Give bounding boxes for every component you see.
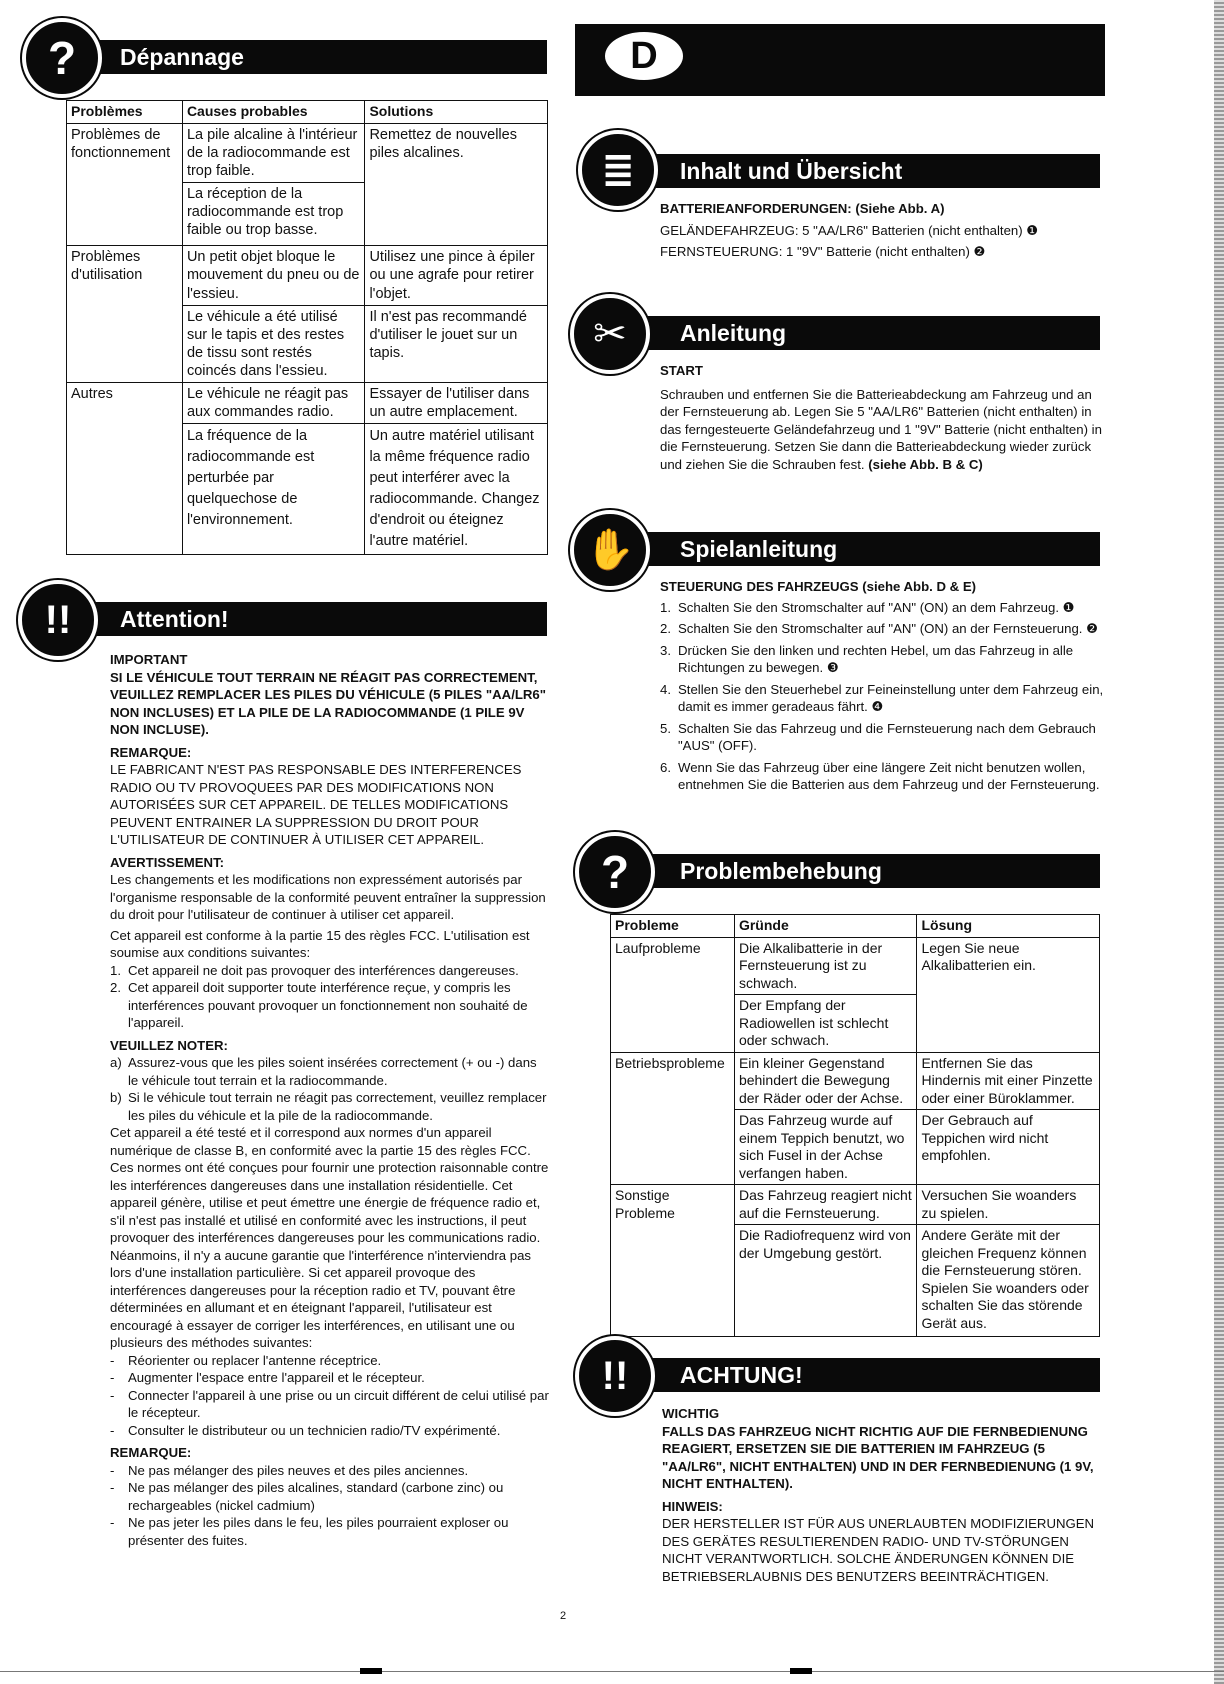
wichtig-heading: WICHTIG xyxy=(662,1406,720,1421)
list-item: - Augmenter l'espace entre l'appareil et le récepteur. xyxy=(110,1370,425,1385)
hinweis-heading: HINWEIS: xyxy=(662,1498,723,1514)
table-cell-cause: La fréquence de la radiocommande est perturbée par quelquechose de l'environnement. xyxy=(182,424,365,555)
table-cell-cause: Le véhicule a été utilisé sur le tapis et des restes de tissu sont restés coincés dans l'essieu. xyxy=(182,305,365,383)
table-cell-problem: Autres xyxy=(67,383,183,555)
start-text: Schrauben und entfernen Sie die Batterieabdeckung am Fahrzeug und an der Fernsteuerung ab. Legen Sie 5 "AA/LR6" Batterien (nicht enthalten) in das ferngesteuerte Geländefahrzeug und 1 "9V" Batterie (nicht enthalten) in die Fernsteuerung. Setzen Sie dann die Batterieabdeckung wieder zurück und ziehen Sie die Schrauben fest. (siehe Abb. B & C) xyxy=(660,386,1102,472)
table-header: Causes probables xyxy=(182,101,365,124)
table-cell-problem: Sonstige Probleme xyxy=(611,1185,735,1337)
table-cell-cause: La réception de la radiocommande est trop faible ou trop basse. xyxy=(182,182,365,245)
remarque-text: LE FABRICANT N'EST PAS RESPONSABLE DES INTERFERENCES RADIO OU TV PROVOQUEES PAR DES MODIFICATIONS NON AUTORISÉES SUR CET APPAREIL. DE TELLES MODIFICATIONS PEUVENT ENTRAINER LA SUPPRESSION DU DROIT POUR L'UTILISATEUR DE CONTINUER À UTILISER CET APPAREIL. xyxy=(110,762,522,847)
avertissement-heading: AVERTISSEMENT: xyxy=(110,854,225,870)
table-cell-cause: Die Alkalibatterie in der Fernsteuerung ist zu schwach. xyxy=(734,937,917,995)
page-edge xyxy=(1214,0,1224,1684)
table-cell-solution: Un autre matériel utilisant la même fréquence radio peut interférer avec la radiocommande. Changez d'endroit ou éteignez l'autre matériel. xyxy=(365,424,548,555)
inhalt-header xyxy=(610,154,1100,188)
de-achtung-body xyxy=(662,1400,1102,1585)
inhalt-title: Inhalt und Übersicht xyxy=(680,158,903,184)
table-cell-cause: Die Radiofrequenz wird von der Umgebung gestört. xyxy=(734,1225,917,1337)
table-cell-cause: Ein kleiner Gegenstand behindert die Bewegung der Räder oder der Achse. xyxy=(734,1052,917,1110)
table-cell-problem: Problèmes d'utilisation xyxy=(67,246,183,383)
fcc-conditions-list xyxy=(110,962,550,1032)
attention-title: Attention! xyxy=(120,606,229,632)
list-item: - Réorienter ou replacer l'antenne réceptrice. xyxy=(110,1352,382,1368)
table-cell-cause: Der Empfang der Radiowellen ist schlecht oder schwach. xyxy=(734,995,917,1053)
table-cell-solution: Der Gebrauch auf Teppichen wird nicht empfohlen. xyxy=(917,1110,1100,1185)
list-item: 2. Cet appareil doit supporter toute interférence reçue, y compris les interférences pouvant provoquer un fonctionnement non souhaité de l'appareil. xyxy=(110,980,528,1030)
table-cell-problem: Betriebsprobleme xyxy=(611,1052,735,1185)
list-item: - Consulter le distributeur ou un technicien radio/TV expérimenté. xyxy=(110,1422,501,1438)
anleitung-title: Anleitung xyxy=(680,320,787,346)
list-item: 1. Schalten Sie den Stromschalter auf "AN" (ON) an dem Fahrzeug. ❶ xyxy=(660,599,1075,615)
list-item: b) Si le véhicule tout terrain ne réagit pas correctement, veuillez remplacer les piles du véhicule et la pile de la radiocommande. xyxy=(110,1090,547,1123)
steuerung-section xyxy=(660,578,1105,794)
table-cell-solution: Versuchen Sie woanders zu spielen. xyxy=(917,1185,1100,1225)
list-item: 2. Schalten Sie den Stromschalter auf "AN" (ON) an der Fernsteuerung. ❷ xyxy=(660,621,1098,636)
table-header: Solutions xyxy=(365,101,548,124)
language-badge: D xyxy=(605,32,683,80)
steuerung-heading: STEUERUNG DES FAHRZEUGS (siehe Abb. D & E) xyxy=(660,579,977,594)
steuerung-list xyxy=(660,599,1105,794)
list-item: 4. Stellen Sie den Steuerhebel zur Feineinstellung unter dem Fahrzeug ein, damit es immer geradeaus fährt. ❹ xyxy=(660,681,1104,714)
battery-line: GELÄNDEFAHRZEUG: 5 "AA/LR6" Batterien (nicht enthalten) ❶ xyxy=(660,222,1039,238)
table-cell-solution: Il n'est pas recommandé d'utiliser le jouet sur un tapis. xyxy=(365,305,548,383)
battery-notes-list xyxy=(110,1462,550,1550)
table-cell-cause: Das Fahrzeug reagiert nicht auf die Fernsteuerung. xyxy=(734,1185,917,1225)
important-text: SI LE VÉHICULE TOUT TERRAIN NE RÉAGIT PAS CORRECTEMENT, VEUILLEZ REMPLACER LES PILES DU VÉHICULE (5 PILES "AA/LR6" NON INCLUSES) ET LA PILE DE LA RADIOCOMMANDE (1 PILE 9V NON INCLUSE). xyxy=(110,669,547,737)
noter-heading: VEUILLEZ NOTER: xyxy=(110,1037,228,1053)
fr-troubleshooting-table xyxy=(66,100,548,555)
battery-heading: BATTERIEANFORDERUNGEN: (Siehe Abb. A) xyxy=(660,201,945,216)
table-cell-problem: Laufprobleme xyxy=(611,937,735,1052)
start-section xyxy=(660,362,1105,473)
list-item: 1. Cet appareil ne doit pas provoquer des interférences dangereuses. xyxy=(110,962,519,978)
fcc-text: Cet appareil a été testé et il correspond aux normes d'un appareil numérique de classe B, en conformité avec la partie 15 des règles FCC. Ces normes ont été conçues pour fournir une protection raisonnable contre les interférences dangereuses dans une installation résidentielle. Cet appareil génère, utilise et peut émettre une énergie de fréquence radio et, s'il n'est pas installé et utilisé en conformité avec les instructions, il peut provoquer des interférences dangereuses pour les communications radio. Néanmoins, il n'y a aucune garantie que l'interférence n'interviendra pas lors d'une installation particulière. Si cet appareil provoque des interférences dangereuses pour la réception radio et TV, pouvant être déterminées en allumant et en éteignant l'appareil, l'utilisateur est encouragé à essayer de corriger les interférences, en utilisant une ou plusieurs des méthodes suivantes: xyxy=(110,1125,549,1350)
battery-requirements xyxy=(660,200,1100,261)
table-cell-cause: Le véhicule ne réagit pas aux commandes radio. xyxy=(182,383,365,424)
fr-attention-body xyxy=(110,646,550,1549)
problembehebung-header xyxy=(610,854,1100,888)
exclamation-icon: !! xyxy=(575,1336,655,1416)
list-item: 6. Wenn Sie das Fahrzeug über eine längere Zeit nicht benutzen wollen, entnehmen Sie die Batterien aus dem Fahrzeug und der Fernsteuerung. xyxy=(660,759,1100,792)
table-header: Gründe xyxy=(734,915,917,938)
table-cell-cause: Das Fahrzeug wurde auf einem Teppich benutzt, wo sich Fusel in der Achse verfangen haben. xyxy=(734,1110,917,1185)
spielanleitung-title: Spielanleitung xyxy=(680,536,838,562)
list-item: 3. Drücken Sie den linken und rechten Hebel, um das Fahrzeug in alle Richtungen zu bewegen. ❸ xyxy=(660,642,1074,675)
fcc-methods-list xyxy=(110,1352,550,1440)
important-heading: IMPORTANT xyxy=(110,652,188,667)
table-header: Lösung xyxy=(917,915,1100,938)
page-number: 2 xyxy=(560,1610,567,1622)
table-cell-cause: La pile alcaline à l'intérieur de la radiocommande est trop faible. xyxy=(182,123,365,182)
list-item: - Ne pas mélanger des piles neuves et des piles anciennes. xyxy=(110,1462,469,1478)
list-item: - Ne pas mélanger des piles alcalines, standard (carbone zinc) ou rechargeables (nickel cadmium) xyxy=(110,1480,504,1513)
de-troubleshooting-table xyxy=(610,914,1100,1337)
list-item: - Ne pas jeter les piles dans le feu, les piles pourraient exploser ou présenter des fuites. xyxy=(110,1515,509,1548)
table-header: Probleme xyxy=(611,915,735,938)
table-cell-problem: Problèmes de fonctionnement xyxy=(67,123,183,246)
remarque2-heading: REMARQUE: xyxy=(110,1445,192,1460)
avertissement-text: Les changements et les modifications non expressément autorisés par l'organisme responsable de la conformité peuvent entraîner la suppression du droit pour l'utilisateur de continuer à utiliser cet appareil. xyxy=(110,872,546,922)
spielanleitung-header xyxy=(610,532,1100,566)
anleitung-header xyxy=(610,316,1100,350)
exclamation-icon: !! xyxy=(18,580,98,660)
list-item: a) Assurez-vous que les piles soient insérées correctement (+ ou -) dans le véhicule tout terrain et la radiocommande. xyxy=(110,1055,537,1088)
question-icon: ? xyxy=(22,18,102,98)
list-item: - Connecter l'appareil à une prise ou un circuit différent de celui utilisé par le récepteur. xyxy=(110,1387,549,1420)
problembehebung-title: Problembehebung xyxy=(680,858,882,884)
document-icon: ≣ xyxy=(578,130,658,210)
table-cell-cause: Un petit objet bloque le mouvement du pneu ou de l'essieu. xyxy=(182,246,365,305)
hands-icon: ✋ xyxy=(570,510,650,590)
wichtig-text: FALLS DAS FAHRZEUG NICHT RICHTIG AUF DIE FERNBEDIENUNG REAGIERT, ERSETZEN SIE DIE BATTERIEN IM FAHRZEUG (5 "AA/LR6", NICHT ENTHALTEN) UND IN DER FERNBEDIENUNG (1 9V, NICHT ENTHALTEN). xyxy=(662,1423,1094,1491)
crop-mark xyxy=(790,1668,812,1674)
table-cell-solution: Entfernen Sie das Hindernis mit einer Pinzette oder einer Büroklammer. xyxy=(917,1052,1100,1110)
remarque-heading: REMARQUE: xyxy=(110,744,192,760)
table-cell-solution: Utilisez une pince à épiler ou une agrafe pour retirer l'objet. xyxy=(365,246,548,305)
achtung-title: ACHTUNG! xyxy=(680,1362,803,1388)
bottom-rule xyxy=(0,1671,1224,1672)
achtung-header xyxy=(610,1358,1100,1392)
depannage-title: Dépannage xyxy=(120,44,244,70)
list-item: 5. Schalten Sie das Fahrzeug und die Fernsteuerung nach dem Gebrauch "AUS" (OFF). xyxy=(660,720,1096,753)
attention-header xyxy=(50,602,547,636)
hinweis-text: DER HERSTELLER IST FÜR AUS UNERLAUBTEN MODIFIZIERUNGEN DES GERÄTES RESULTIERENDEN RADIO- UND TV-STÖRUNGEN NICHT VERANTWORTLICH. SOLCHE ÄNDERUNGEN KÖNNEN DIE BETRIEBSERLAUBNIS DES BENUTZERS BEEINTRÄCHTIGEN. xyxy=(662,1516,1095,1584)
depannage-header xyxy=(50,40,547,74)
table-cell-solution: Remettez de nouvelles piles alcalines. xyxy=(365,123,548,246)
tools-icon: ✂ xyxy=(570,294,650,374)
fcc-conditions-text: Cet appareil est conforme à la partie 15 des règles FCC. L'utilisation est soumise aux conditions suivantes: xyxy=(110,927,530,960)
question-icon: ? xyxy=(575,832,655,912)
crop-mark xyxy=(360,1668,382,1674)
table-cell-solution: Legen Sie neue Alkalibatterien ein. xyxy=(917,937,1100,1052)
start-heading: START xyxy=(660,363,703,378)
battery-line: FERNSTEUERUNG: 1 "9V" Batterie (nicht enthalten) ❷ xyxy=(660,244,986,259)
table-cell-solution: Essayer de l'utiliser dans un autre emplacement. xyxy=(365,383,548,424)
table-header: Problèmes xyxy=(67,101,183,124)
table-cell-solution: Andere Geräte mit der gleichen Frequenz können die Fernsteuerung stören. Spielen Sie woanders oder schalten Sie das störende Gerät aus. xyxy=(917,1225,1100,1337)
noter-list xyxy=(110,1054,550,1124)
